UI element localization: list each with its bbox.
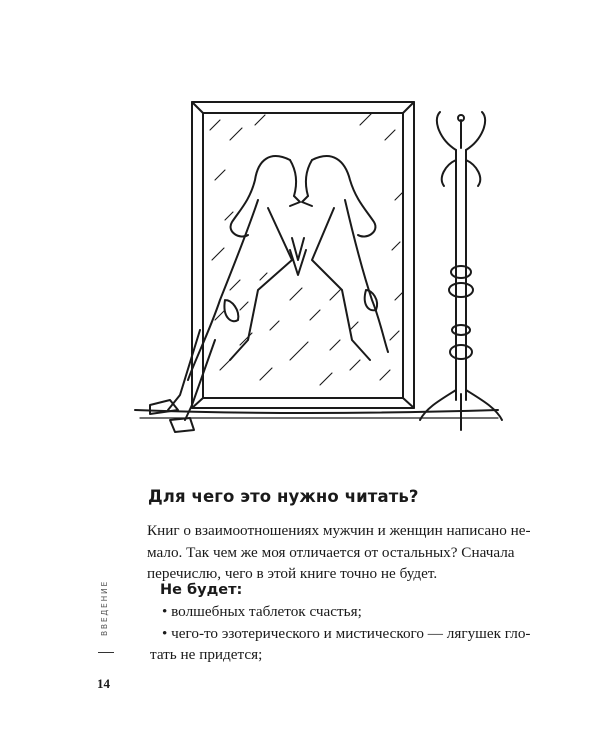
will-not-list	[150, 601, 530, 666]
mirror-hatching	[210, 113, 403, 385]
list-item: • чего-то эзотерического и мистического — лягушек гло-	[162, 624, 531, 642]
coat-stand	[420, 112, 502, 430]
section-heading: Для чего это нужно читать?	[148, 487, 419, 506]
paragraph-line: мало. Так чем же моя отличается от остальных? Сначала	[147, 543, 515, 561]
mirror-frame	[192, 102, 414, 408]
paragraph-line: Книг о взаимоотношениях мужчин и женщин написано не-	[147, 522, 531, 539]
touching-hands	[290, 238, 306, 275]
chapter-side-label: ВВЕДЕНИЕ	[100, 580, 109, 637]
right-woman	[302, 156, 388, 360]
left-woman	[150, 156, 300, 432]
intro-paragraph	[147, 520, 542, 585]
list-subheading: Не будет:	[160, 582, 243, 598]
page-number: 14	[97, 676, 110, 691]
paragraph-line: перечислю, чего в этой книге точно не будет.	[147, 565, 438, 582]
list-item: • волшебных таблеток счастья;	[162, 603, 362, 620]
list-item-continuation: тать не придется;	[150, 646, 263, 663]
side-divider	[98, 652, 114, 653]
